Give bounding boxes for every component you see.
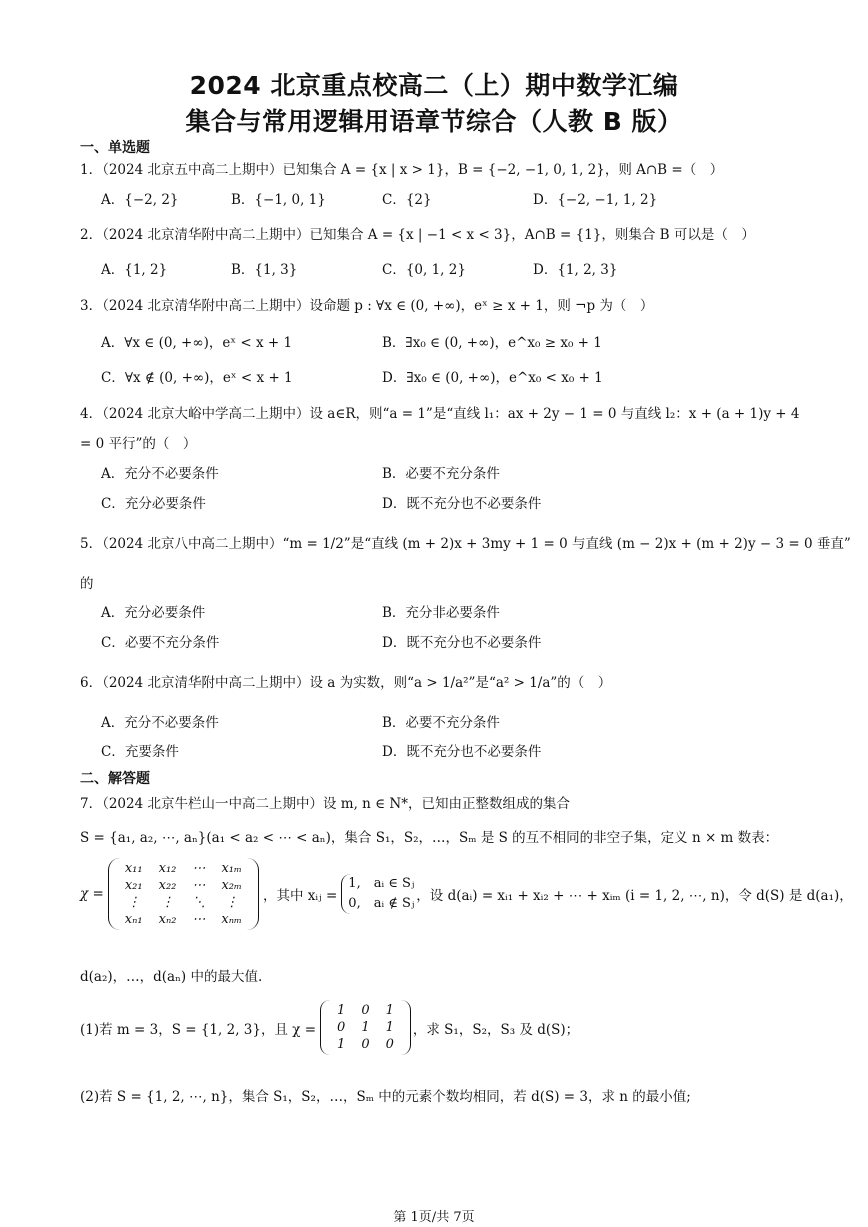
document-subtitle: 集合与常用逻辑用语章节综合（人教 B 版） (185, 107, 683, 136)
chi-matrix-row (117, 860, 250, 877)
chi-matrix-cell: xₙ₁ (124, 912, 143, 927)
question-6-stem: 6．（2024 北京清华附中高二上期中）设 a 为实数，则“a > 1/a²”是“a² > 1/a”的（ ） (80, 675, 612, 691)
question-5-option-c: C．必要不充分条件 (101, 635, 220, 651)
question-5-stem: 5．（2024 北京八中高二上期中）“m = 1/2”是“直线 (m + 2)x + 3my + 1 = 0 与直线 (m − 2)x + (m + 2)y − 3 = 0 垂直” (80, 536, 851, 552)
question-5-option-a: A．充分必要条件 (101, 605, 206, 621)
part-1-matrix-cell: 1 (361, 1020, 370, 1035)
part-1-suffix: ，求 S₁，S₂，S₃ 及 d(S)； (412, 1021, 580, 1038)
question-6-option-b: B．必要不充分条件 (382, 715, 500, 731)
question-4-stem: 4．（2024 北京大峪中学高二上期中）设 a∈R，则“a = 1”是“直线 l₁：ax + 2y − 1 = 0 与直线 l₂：x + (a + 1)y + 4 (80, 406, 800, 422)
chi-matrix-cell: ⋱ (192, 895, 206, 910)
question-7-table-definition (80, 858, 853, 930)
part-1-matrix-cell: 0 (385, 1037, 394, 1052)
d-definition: ，设 d(aᵢ) = xᵢ₁ + xᵢ₂ + ⋯ + xᵢₘ (i = 1, 2, ⋯, n)，令 d(S) 是 d(a₁)， (416, 888, 853, 904)
part-1-matrix-cell: 0 (337, 1020, 346, 1035)
question-1-stem: 1．（2024 北京五中高二上期中）已知集合 A = {x | x > 1}，B = {−2, −1, 0, 1, 2}，则 A∩B =（ ） (80, 162, 724, 178)
page-footer: 第 1页/共 7页 (393, 1210, 475, 1225)
chi-matrix-cell: x₁₁ (124, 861, 143, 876)
section-heading-single-choice: 一、单选题 (80, 140, 150, 156)
question-5-stem-continued: 的 (80, 576, 94, 592)
chi-matrix-cell: x₁₂ (158, 861, 177, 876)
question-4-option-d: D．既不充分也不必要条件 (382, 496, 542, 512)
chi-matrix-cell: ⋮ (161, 895, 175, 910)
question-4-option-c: C．充分必要条件 (101, 496, 206, 512)
part-1-matrix-cell: 1 (337, 1003, 346, 1018)
part-1-matrix-cell: 1 (385, 1020, 394, 1035)
section-heading-answer-questions: 二、解答题 (80, 771, 150, 787)
piecewise-case-1: 1, aᵢ ∈ Sⱼ (348, 876, 415, 891)
chi-matrix-cell: xₙₘ (221, 912, 242, 927)
question-3-option-a: A．∀x ∈ (0, +∞)，eˣ < x + 1 (101, 335, 293, 351)
question-3-option-b: B．∃x₀ ∈ (0, +∞)，e^x₀ ≥ x₀ + 1 (382, 335, 602, 351)
question-3-option-c: C．∀x ∉ (0, +∞)，eˣ < x + 1 (101, 370, 293, 386)
chi-matrix-cell: ⋮ (225, 895, 239, 910)
part-1-matrix-row (329, 1019, 402, 1036)
question-2-option-b: B．{1, 3} (231, 262, 298, 278)
question-7-part-2: (2)若 S = {1, 2, ⋯, n}，集合 S₁，S₂，…，Sₘ 中的元素个数均相同，若 d(S) = 3，求 n 的最小值; (80, 1089, 691, 1105)
question-6-option-a: A．充分不必要条件 (101, 715, 219, 731)
piecewise-definition (341, 874, 414, 914)
chi-matrix-row (117, 877, 250, 894)
question-7-set-definition: S = {a₁, a₂, ⋯, aₙ}(a₁ < a₂ < ⋯ < aₙ)，集合 S₁，S₂，…，Sₘ 是 S 的互不相同的非空子集，定义 n × m 数表： (80, 830, 779, 846)
x-ij-definition-label: ，其中 xᵢⱼ = (263, 888, 338, 904)
question-6-option-c: C．充要条件 (101, 744, 179, 760)
chi-matrix-row (117, 911, 250, 928)
question-3-option-d: D．∃x₀ ∈ (0, +∞)，e^x₀ < x₀ + 1 (382, 370, 603, 386)
part-1-matrix (320, 1000, 411, 1055)
question-1-option-a: A．{−2, 2} (101, 192, 179, 208)
chi-matrix-cell: ⋯ (192, 912, 206, 927)
part-1-matrix-row (329, 1036, 402, 1053)
chi-symbol: χ = (80, 886, 104, 902)
question-6-option-d: D．既不充分也不必要条件 (382, 744, 542, 760)
chi-matrix-cell: x₂₂ (158, 878, 177, 893)
question-7-stem: 7．（2024 北京牛栏山一中高二上期中）设 m, n ∈ N*，已知由正整数组成的集合 (80, 796, 570, 812)
part-1-matrix-row (329, 1002, 402, 1019)
question-1-option-b: B．{−1, 0, 1} (231, 192, 326, 208)
chi-matrix-row (117, 894, 250, 911)
chi-matrix-cell: ⋯ (192, 878, 206, 893)
question-2-option-a: A．{1, 2} (101, 262, 168, 278)
question-2-stem: 2．（2024 北京清华附中高二上期中）已知集合 A = {x | −1 < x < 3}，A∩B = {1}，则集合 B 可以是（ ） (80, 227, 755, 243)
chi-matrix (108, 858, 259, 930)
question-2-option-d: D．{1, 2, 3} (533, 262, 618, 278)
question-4-option-b: B．必要不充分条件 (382, 466, 500, 482)
chi-matrix-cell: ⋮ (127, 895, 141, 910)
chi-matrix-cell: x₂ₘ (221, 878, 242, 893)
question-1-option-c: C．{2} (382, 192, 432, 208)
chi-matrix-cell: x₁ₘ (221, 861, 242, 876)
question-5-option-d: D．既不充分也不必要条件 (382, 635, 542, 651)
question-4-stem-continued: = 0 平行”的（ ） (80, 436, 197, 452)
piecewise-case-2: 0, aᵢ ∉ Sⱼ (348, 896, 415, 911)
document-title: 2024 北京重点校高二（上）期中数学汇编 (189, 71, 679, 100)
chi-matrix-cell: ⋯ (192, 861, 206, 876)
part-1-matrix-cell: 1 (337, 1037, 346, 1052)
question-4-option-a: A．充分不必要条件 (101, 466, 219, 482)
question-1-option-d: D．{−2, −1, 1, 2} (533, 192, 658, 208)
question-7-part-1 (80, 1000, 579, 1055)
part-1-matrix-cell: 0 (361, 1037, 370, 1052)
question-7-max-value-text: d(a₂)，…，d(aₙ) 中的最大值. (80, 969, 263, 985)
chi-matrix-cell: x₂₁ (124, 878, 143, 893)
chi-matrix-cell: xₙ₂ (158, 912, 177, 927)
question-3-stem: 3．（2024 北京清华附中高二上期中）设命题 p : ∀x ∈ (0, +∞)，eˣ ≥ x + 1，则 ¬p 为（ ） (80, 298, 654, 314)
question-2-option-c: C．{0, 1, 2} (382, 262, 466, 278)
part-1-matrix-cell: 0 (361, 1003, 370, 1018)
part-1-prefix: (1)若 m = 3，S = {1, 2, 3}，且 χ = (80, 1021, 317, 1038)
part-1-matrix-cell: 1 (385, 1003, 394, 1018)
question-5-option-b: B．充分非必要条件 (382, 605, 500, 621)
